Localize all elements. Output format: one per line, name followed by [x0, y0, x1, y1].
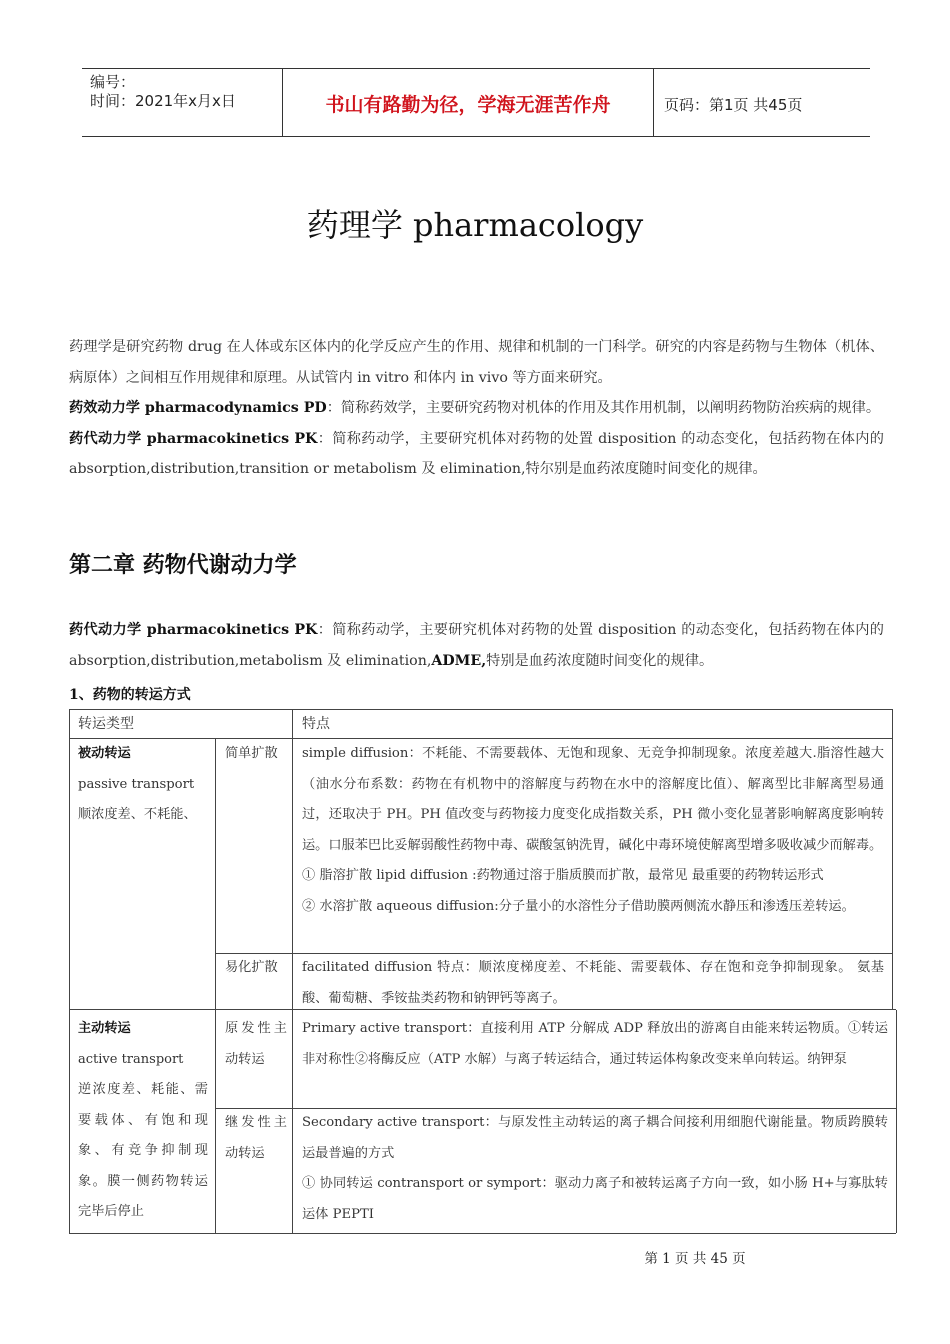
- facilitated-diffusion-text: facilitated diffusion 特点：顺浓度梯度差、不耗能、需要载体、存在饱和竞争抑制现象。 氨基酸、葡萄糖、季铵盐类药物和钠钾钙等离子。: [302, 960, 884, 1006]
- active-title: 主动转运: [78, 1021, 131, 1036]
- primary-active-label: 原发性主动转运: [225, 1021, 287, 1067]
- page-info: 页码：第1页 共45页: [664, 96, 803, 114]
- simple-diffusion-cell: [302, 739, 884, 922]
- chapter-pk-text-b: 特别是血药浓度随时间变化的规律。: [486, 652, 714, 669]
- pk-term: 药代动力学 pharmacokinetics PK: [69, 430, 318, 447]
- cotransport-item: ① 协同转运 contransport or symport：驱动力离子和被转运离子方向一致，如小肠 H+与寡肽转运体 PEPTI: [302, 1176, 888, 1222]
- secondary-active-text: Secondary active transport：与原发性主动转运的离子耦合间接利用细胞代谢能量。物质跨膜转运最普遍的方式: [302, 1115, 888, 1161]
- table-header-features: 特点: [302, 716, 330, 732]
- facilitated-diffusion-label: 易化扩散: [225, 960, 278, 975]
- passive-group-cell: [78, 739, 208, 831]
- intro-paragraph: [69, 332, 884, 485]
- column-divider-sub: [215, 738, 216, 1233]
- section-heading: 1、药物的转运方式: [69, 687, 191, 703]
- lipid-diffusion-item: ① 脂溶扩散 lipid diffusion :药物通过溶于脂质膜而扩散，最常见 最重要的药物转运形式: [302, 868, 824, 883]
- pd-term: 药效动力学 pharmacodynamics PD: [69, 400, 327, 416]
- header-motto-cell: [282, 69, 654, 136]
- chapter-paragraph: [69, 615, 884, 676]
- chapter-heading: 第二章 药物代谢动力学: [69, 553, 297, 578]
- chapter-pk-term: 药代动力学 pharmacokinetics PK: [69, 622, 318, 638]
- date-label: 时间：2021年x月x日: [90, 92, 236, 110]
- secondary-active-cell: [302, 1108, 888, 1230]
- simple-diffusion-label: 简单扩散: [225, 746, 278, 761]
- table-header-type: 转运类型: [78, 716, 134, 732]
- pk-text: ：简称药动学，主要研究机体对药物的处置 disposition 的动态变化，包括药物在体内的 absorption,distribution,transition or metabolism 及 elimination,特尔别是血药浓度随时间变化的规律。: [69, 430, 884, 477]
- passive-desc: 顺浓度差、不耗能、: [78, 807, 197, 822]
- motto: 书山有路勤为径，学海无涯苦作舟: [325, 94, 611, 116]
- active-desc: 逆浓度差、耗能、需要载体、有饱和现象、有竞争抑制现象。膜一侧药物转运完毕后停止: [78, 1082, 208, 1219]
- passive-english: passive transport: [78, 776, 195, 792]
- table-border-right-upper: [892, 709, 893, 1009]
- column-divider-main: [292, 709, 293, 1233]
- table-border-right-lower: [896, 1010, 897, 1233]
- table-border-left: [69, 709, 70, 1233]
- chapter-pk-text-a: ：简称药动学，主要研究机体对药物的处置 disposition 的动态变化，包括药物在体内的 absorption,distribution,metabolism 及 elimination,: [69, 622, 884, 669]
- document-title: 药理学 pharmacology: [306, 206, 644, 244]
- secondary-active-label: 继发性主动转运: [225, 1115, 287, 1161]
- primary-active-text: Primary active transport：直接利用 ATP 分解成 ADP 释放出的游离自由能来转运物质。①转运非对称性②将酶反应（ATP 水解）与离子转运结合，通过转运体构象改变来单向转运。纳钾泵: [302, 1021, 888, 1067]
- number-label: 编号：: [90, 73, 136, 91]
- aqueous-diffusion-item: ② 水溶扩散 aqueous diffusion:分子量小的水溶性分子借助膜两侧流水静压和渗透压差转运。: [302, 898, 855, 914]
- active-english: active transport: [78, 1051, 184, 1067]
- simple-diffusion-text: simple diffusion：不耗能、不需要载体、无饱和现象、无竞争抑制现象。浓度差越大.脂溶性越大（油水分布系数：药物在有机物中的溶解度与药物在水中的溶解度比值）、解离型比非解离型易通过，还取决于 PH。PH 值改变与药物接力度变化成指数关系，PH 微小变化显著影响解离度影响转运。口服苯巴比妥解弱酸性药物中毒、碳酸氢钠洗胃，碱化中毒环境使解离型增多吸收减少而解毒。: [302, 746, 884, 853]
- table-border-bottom: [69, 1233, 896, 1234]
- table-border-top: [69, 709, 892, 710]
- active-group-cell: [78, 1014, 208, 1228]
- page-footer: 第 1 页 共 45 页: [644, 1251, 746, 1267]
- passive-title: 被动转运: [78, 746, 131, 761]
- page-header: [82, 68, 870, 137]
- adme-term: ADME,: [431, 652, 487, 669]
- intro-text: 药理学是研究药物 drug 在人体或东区体内的化学反应产生的作用、规律和机制的一门科学。研究的内容是药物与生物体（机体、病原体）之间相互作用规律和原理。从试管内 in vitro 和体内 in vivo 等方面来研究。: [69, 339, 884, 386]
- header-meta: [90, 73, 236, 111]
- pd-text: ：简称药效学，主要研究药物对机体的作用及其作用机制，以阐明药物防治疾病的规律。: [326, 400, 881, 416]
